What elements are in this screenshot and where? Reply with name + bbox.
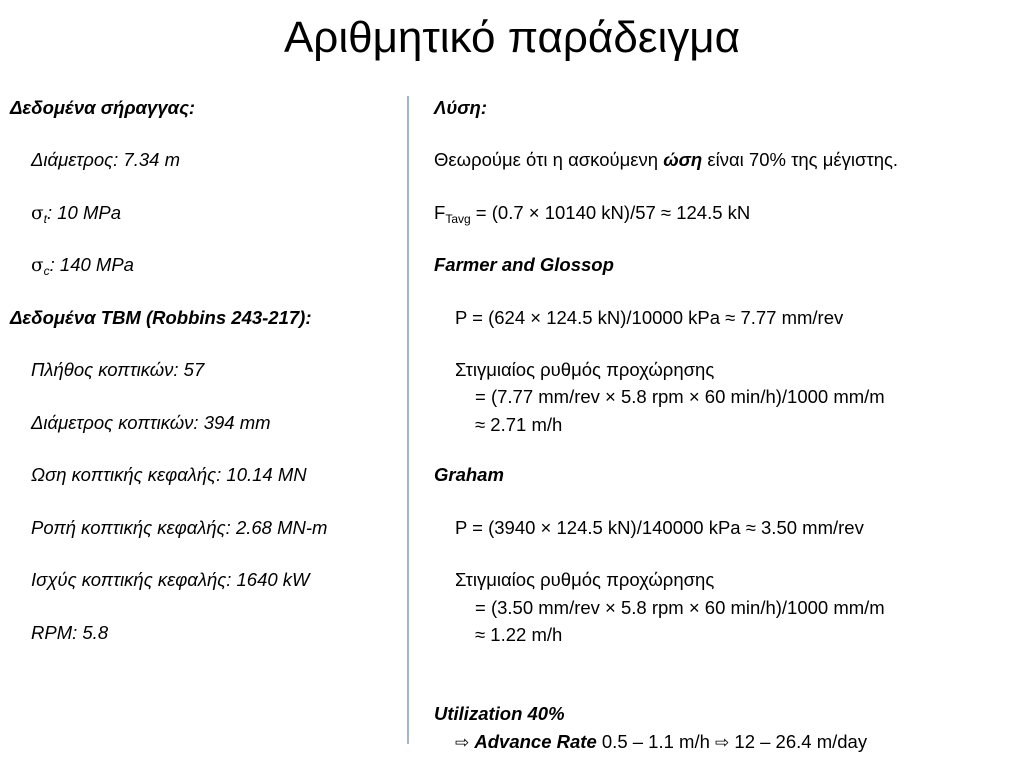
farmer-penetration: P = (624 × 124.5 kN)/10000 kPa ≈ 7.77 mm/rev xyxy=(455,307,844,328)
assumption-text-after: είναι 70% της μέγιστης. xyxy=(702,149,899,170)
solution-heading: Λύση: xyxy=(434,97,488,118)
tunnel-data-heading: Δεδομένα σήραγγας: xyxy=(10,97,196,118)
advance-rate-row xyxy=(455,730,867,755)
cutterhead-power: Ισχύς κοπτικής κεφαλής: 1640 kW xyxy=(31,569,310,590)
cutterhead-torque: Ροπή κοπτικής κεφαλής: 2.68 MN-m xyxy=(31,517,328,538)
cutter-count: Πλήθος κοπτικών: 57 xyxy=(31,359,205,380)
right-arrow-icon: ⇨ xyxy=(455,733,470,753)
farmer-rate-equation: = (7.77 mm/rev × 5.8 rpm × 60 min/h)/1000 mm/m xyxy=(475,386,885,407)
sigma-c-subscript: c xyxy=(43,264,50,278)
graham-rate-label: Στιγμιαίος ρυθμός προχώρησης xyxy=(455,569,715,590)
farmer-rate-result: ≈ 2.71 m/h xyxy=(475,414,563,435)
assumption-text-before: Θεωρούμε ότι η ασκούμενη xyxy=(434,149,664,170)
page-title: Αριθμητικό παράδειγμα xyxy=(283,13,741,62)
graham-penetration: P = (3940 × 124.5 kN)/140000 kPa ≈ 3.50 mm/rev xyxy=(455,517,864,538)
sigma-c-value: : 140 MPa xyxy=(49,254,134,275)
thrust-assumption xyxy=(434,148,898,172)
sigma-t-value: : 10 MPa xyxy=(46,202,122,223)
force-subscript: Tavg xyxy=(445,212,471,226)
average-thrust-equation xyxy=(434,201,750,225)
tbm-data-heading: Δεδομένα TBM (Robbins 243-217): xyxy=(10,307,312,328)
graham-rate-result: ≈ 1.22 m/h xyxy=(475,624,563,645)
force-symbol: F xyxy=(434,202,446,223)
force-equation: = (0.7 × 10140 kN)/57 ≈ 124.5 kN xyxy=(470,202,751,223)
cutterhead-thrust: Ωση κοπτικής κεφαλής: 10.14 MN xyxy=(31,464,307,485)
advance-rate-daily: 12 – 26.4 m/day xyxy=(729,731,868,752)
farmer-rate-label: Στιγμιαίος ρυθμός προχώρησης xyxy=(455,359,715,380)
sigma-t-row xyxy=(31,201,121,226)
advance-rate-label: Advance Rate xyxy=(474,731,597,752)
rpm-value: RPM: 5.8 xyxy=(31,622,109,643)
graham-rate-equation: = (3.50 mm/rev × 5.8 rpm × 60 min/h)/1000 mm/m xyxy=(475,597,885,618)
sigma-c-row xyxy=(31,253,134,278)
cutter-diameter: Διάμετρος κοπτικών: 394 mm xyxy=(31,412,271,433)
sigma-c-symbol: σ xyxy=(31,255,44,276)
column-divider xyxy=(407,96,409,744)
graham-heading: Graham xyxy=(434,464,504,485)
right-arrow-icon: ⇨ xyxy=(715,733,730,753)
advance-rate-hourly: 0.5 – 1.1 m/h xyxy=(596,731,716,752)
assumption-bold: ώση xyxy=(663,149,703,170)
sigma-t-symbol: σ xyxy=(31,203,44,224)
farmer-glossop-heading: Farmer and Glossop xyxy=(434,254,614,275)
tunnel-diameter: Διάμετρος: 7.34 m xyxy=(31,149,180,170)
sigma-t-subscript: t xyxy=(43,212,47,226)
utilization-heading: Utilization 40% xyxy=(434,703,565,724)
